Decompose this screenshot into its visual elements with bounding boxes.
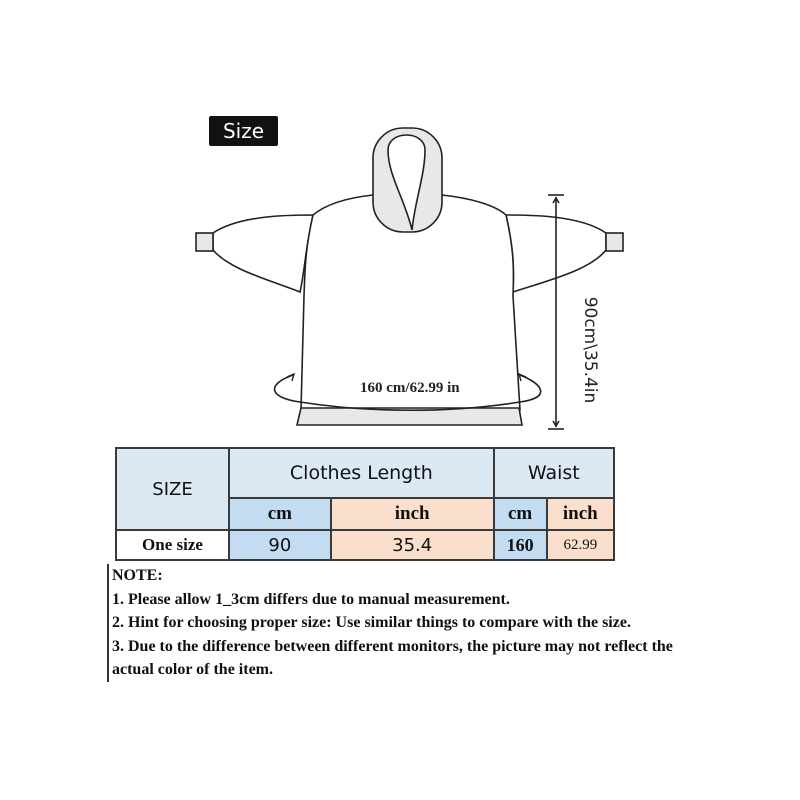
- notes-title: NOTE:: [112, 567, 163, 584]
- length-inch-cell: 35.4: [331, 530, 494, 560]
- size-tag: Size: [209, 116, 278, 146]
- waist-cm-cell: 160: [494, 530, 547, 560]
- unit-inch: inch: [547, 498, 614, 530]
- left-cuff: [196, 233, 213, 251]
- note-item: 2. Hint for choosing proper size: Use similar things to compare with the size.: [112, 614, 631, 631]
- size-cell: One size: [116, 530, 229, 560]
- unit-cm: cm: [229, 498, 331, 530]
- note-item: 1. Please allow 1_3cm differs due to manual measurement.: [112, 590, 510, 608]
- clothes-length-header: Clothes Length: [229, 448, 494, 498]
- unit-cm: cm: [494, 498, 547, 530]
- notes: [107, 564, 732, 682]
- table-row: [116, 530, 614, 560]
- waist-inch-cell: 62.99: [547, 530, 614, 560]
- length-cm-cell: 90: [229, 530, 331, 560]
- size-header: SIZE: [116, 448, 229, 530]
- length-measurement-label: 90cm\35.4in: [580, 296, 600, 404]
- waist-header: Waist: [494, 448, 614, 498]
- size-table: [115, 447, 615, 561]
- right-cuff: [606, 233, 623, 251]
- waist-measurement-label: 160 cm/62.99 in: [360, 380, 460, 396]
- left-sleeve: [213, 215, 313, 292]
- unit-inch: inch: [331, 498, 494, 530]
- note-item: 3. Due to the difference between different monitors, the picture may not reflect the actual color of the item.: [112, 637, 673, 678]
